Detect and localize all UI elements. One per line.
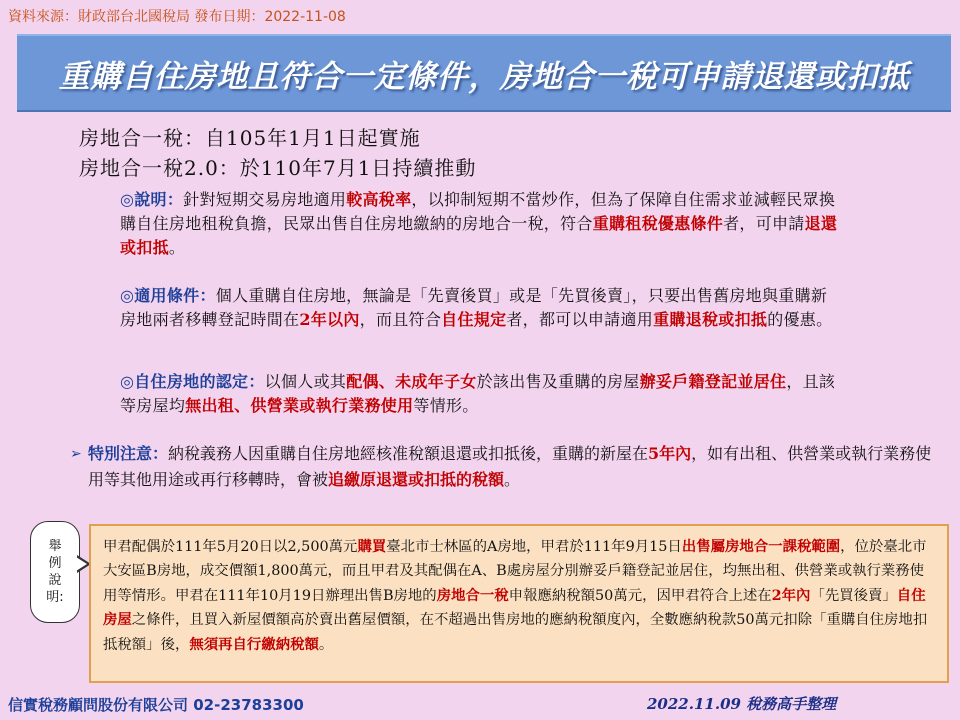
callout-pointer-fill (76, 557, 87, 571)
source-line: 資料來源：財政部台北國稅局 發布日期：2022-11-08 (8, 9, 346, 25)
example-box: 甲君配偶於111年5月20日以2,500萬元購買臺北市士林區的A房地，甲君於111年9月15日出售屬房地合一課稅範圍，位於臺北市大安區B房地，成交價額1,800萬元，而且甲君及其配偶在A、B處房屋分別辦妥戶籍登記並居住，均無出租、供營業或執行業務使用等情形。甲君在111年10月19日辦理出售B房地的房地合一稅申報應納稅額50萬元，因甲君符合上述在2年內「先買後賣」自住房屋之條件，且買入新屋價額高於賣出舊屋價額，在不超過出售房地的應納稅額度內，全數應納稅款50萬元扣除「重購自住房地扣抵稅額」後，無須再自行繳納稅額。 (89, 524, 949, 683)
callout-char: 明: (46, 590, 64, 605)
conditions-paragraph: ◎適用條件：個人重購自住房地，無論是「先賣後買」或是「先買後賣」，只要出售舊房地與重購新房地兩者移轉登記時間在2年以內，而且符合自住規定者，都可以申請適用重購退稅或扣抵的優惠。 (120, 286, 833, 329)
callout-char: 例 (48, 556, 62, 571)
footer-company: 信實稅務顧問股份有限公司 02-23783300 (8, 696, 304, 714)
special-note (70, 441, 940, 493)
page-title: 重購自住房地且符合一定條件，房地合一稅可申請退還或扣抵 (58, 58, 910, 95)
title-banner (17, 34, 951, 112)
callout-char: 說 (48, 573, 62, 588)
footer-date-credit: 2022.11.09 稅務高手整理 (647, 695, 837, 713)
self-use-paragraph: ◎自住房地的認定：以個人或其配偶、未成年子女於該出售及重購的房屋辦妥戶籍登記並居住，且該等房屋均無出租、供營業或執行業務使用等情形。 (120, 372, 836, 415)
callout-char: 舉 (48, 539, 62, 554)
example-callout (30, 521, 80, 623)
right-triangle-arrow-icon: ➢ (70, 446, 82, 462)
headline-implementation: 房地合一稅：自105年1月1日起實施 (79, 126, 421, 150)
explanation-paragraph: ◎說明：針對短期交易房地適用較高稅率，以抑制短期不當炒作，但為了保障自住需求並減輕民眾換購自住房地租稅負擔，民眾出售自住房地繳納的房地合一稅，符合重購租稅優惠條件者，可申請退還或扣抵。 (120, 190, 838, 257)
special-note-text: 特別注意：納稅義務人因重購自住房地經核准稅額退還或扣抵後，重購的新屋在5年內，如有出租、供營業或執行業務使用等其他用途或再行移轉時，會被追繳原退還或扣抵的稅額。 (88, 444, 932, 489)
headline-version-2: 房地合一稅2.0：於110年7月1日持續推動 (79, 156, 477, 180)
